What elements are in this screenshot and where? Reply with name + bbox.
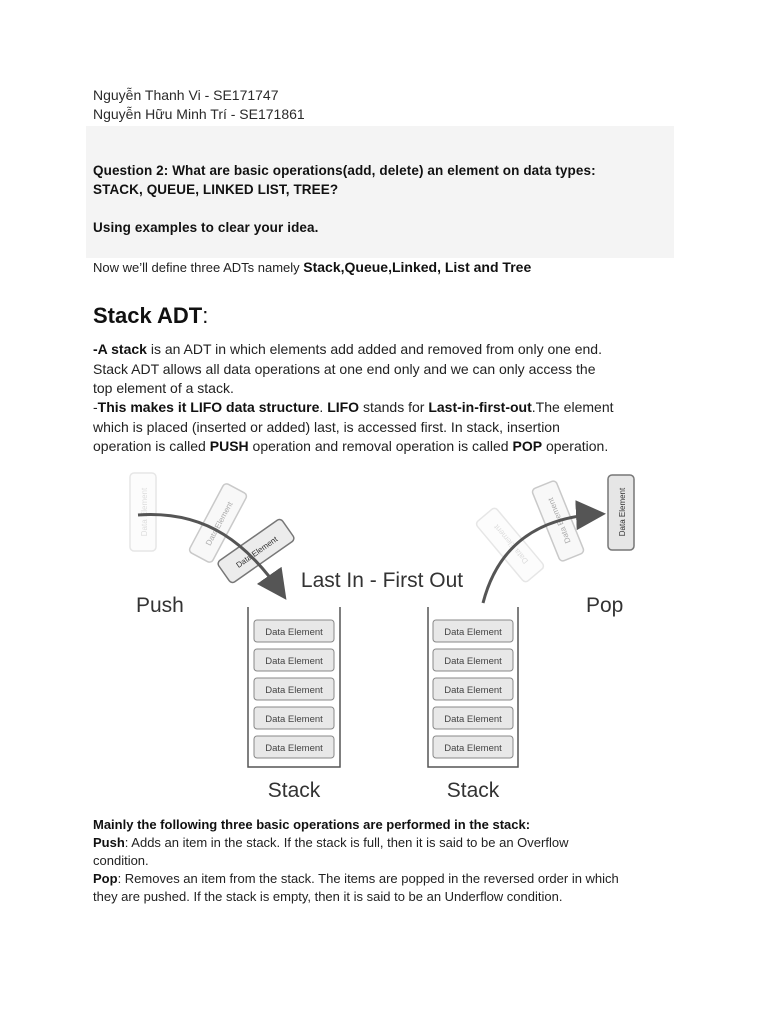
p2-t2: stands for: [359, 399, 429, 415]
push-stack-label: Stack: [267, 779, 321, 802]
push-moving-element-label: Data Element: [234, 534, 280, 570]
p2-t5: operation and removal operation is called: [248, 438, 513, 454]
stack-definition-paragraph: [93, 340, 683, 399]
push-stack-element: [254, 736, 334, 758]
pop-stack-element-label: Data Element: [444, 627, 502, 638]
p2-t3: .The element: [531, 399, 614, 415]
p2-bold4: PUSH: [209, 438, 249, 454]
pop-stack-element-label: Data Element: [444, 714, 502, 725]
pop-stack-element-label: Data Element: [444, 685, 502, 696]
push-stack-element-label: Data Element: [265, 743, 323, 754]
pop-stack-element-label: Data Element: [444, 743, 502, 754]
push-stack-element: [254, 620, 334, 642]
question-line-1: Question 2: What are basic operations(add, delete) an element on data types:: [93, 163, 596, 178]
push-desc-2: condition.: [93, 853, 149, 868]
p1-bold: -A stack: [93, 341, 147, 357]
author-line-1: Nguyễn Thanh Vi - SE171747: [93, 87, 279, 103]
pop-desc-1: : Removes an item from the stack. The items are popped in the reversed order in which: [117, 871, 619, 886]
pop-desc-2: they are pushed. If the stack is empty, then it is said to be an Underflow condition.: [93, 889, 563, 904]
p1-line3: top element of a stack.: [93, 380, 234, 396]
p2-bold5: POP: [512, 438, 543, 454]
push-desc-1: : Adds an item in the stack. If the stack is full, then it is said to be an Overflow: [124, 835, 569, 850]
pop-stack: [428, 607, 518, 767]
pop-stack-element-label: Data Element: [444, 656, 502, 667]
p2-line2: which is placed (inserted or added) last, is accessed first. In stack, insertion: [93, 418, 560, 435]
p2-t6: operation.: [542, 438, 609, 454]
operations-intro: Mainly the following three basic operations are performed in the stack:: [93, 817, 531, 832]
push-stack-element-label: Data Element: [265, 627, 323, 638]
heading-text: Stack ADT: [93, 303, 203, 328]
push-stack-element: [254, 678, 334, 700]
pop-description: [93, 870, 683, 906]
diagram-title: Last In - First Out: [300, 569, 464, 592]
pop-term: Pop: [93, 871, 118, 886]
pop-stack-label: Stack: [446, 779, 500, 802]
pop-stack-element: [433, 649, 513, 671]
p2-dash: -: [93, 399, 98, 415]
p2-t1: .: [319, 399, 328, 415]
intro-adts: Stack,Queue,Linked, List and Tree: [303, 259, 532, 275]
p2-t4: operation is called: [93, 438, 210, 454]
pop-stack-element: [433, 707, 513, 729]
p1-line2: Stack ADT allows all data operations at one end only and we can only access the: [93, 360, 596, 377]
push-stack: [248, 607, 340, 767]
push-label: Push: [136, 594, 184, 617]
intro-text: [93, 259, 531, 275]
push-faded-element-1: [130, 473, 156, 551]
p2-bold3: Last-in-first-out: [428, 399, 532, 415]
push-faded-element-1-label: Data Element: [140, 487, 149, 537]
push-description: [93, 834, 683, 870]
pop-stack-element: [433, 736, 513, 758]
pop-faded-element-1-label: Data Element: [492, 522, 531, 566]
pop-stack-element: [433, 678, 513, 700]
question-line-2: STACK, QUEUE, LINKED LIST, TREE?: [93, 182, 339, 197]
push-stack-element-label: Data Element: [265, 714, 323, 725]
pop-moved-element: [608, 475, 634, 550]
section-heading: [93, 303, 208, 329]
heading-colon: :: [202, 303, 209, 328]
push-faded-element-2-label: Data Element: [203, 500, 235, 548]
p1-text: is an ADT in which elements add added and removed from only one end.: [146, 341, 602, 357]
push-stack-element: [254, 649, 334, 671]
p2-bold1: This makes it LIFO data structure: [97, 399, 320, 415]
pop-label: Pop: [586, 594, 624, 617]
pop-faded-element-1: [475, 507, 545, 583]
pop-moved-element-label: Data Element: [618, 487, 627, 537]
lifo-paragraph: [93, 398, 683, 457]
lifo-stack-diagram: [118, 465, 638, 810]
pop-faded-element-2-label: Data Element: [546, 496, 573, 545]
p2-bold2: LIFO: [327, 399, 360, 415]
push-stack-element-label: Data Element: [265, 685, 323, 696]
push-stack-element: [254, 707, 334, 729]
author-line-2: Nguyễn Hữu Minh Trí - SE171861: [93, 106, 305, 122]
push-stack-element-label: Data Element: [265, 656, 323, 667]
intro-prefix: Now we’ll define three ADTs namely: [93, 260, 304, 275]
pop-stack-element: [433, 620, 513, 642]
push-term: Push: [93, 835, 125, 850]
question-line-3: Using examples to clear your idea.: [93, 220, 319, 235]
